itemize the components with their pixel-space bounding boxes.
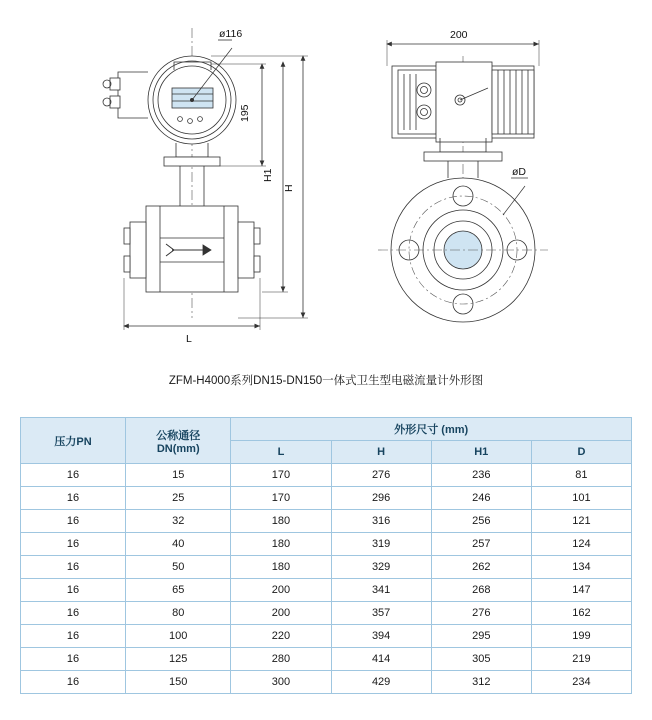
cell-nominal-diameter: 25	[126, 487, 231, 510]
cell-nominal-diameter: 50	[126, 556, 231, 579]
label-200: 200	[450, 29, 468, 41]
table-row	[21, 510, 632, 533]
cell-H1: 246	[431, 487, 531, 510]
cell-D: 199	[531, 625, 631, 648]
cell-nominal-diameter: 80	[126, 602, 231, 625]
cell-L: 300	[231, 671, 331, 694]
cell-pressure: 16	[21, 464, 126, 487]
cell-pressure: 16	[21, 510, 126, 533]
label-L: L	[186, 333, 192, 345]
header-L: L	[231, 441, 331, 464]
header-dimensions-group: 外形尺寸 (mm)	[231, 418, 632, 441]
cell-D: 81	[531, 464, 631, 487]
table-row	[21, 671, 632, 694]
header-H: H	[331, 441, 431, 464]
header-pressure: 压力PN	[21, 418, 126, 464]
cell-D: 124	[531, 533, 631, 556]
cell-nominal-diameter: 65	[126, 579, 231, 602]
drawing-caption: ZFM-H4000系列DN15-DN150一体式卫生型电磁流量计外形图	[168, 375, 484, 387]
table-row	[21, 625, 632, 648]
cell-D: 147	[531, 579, 631, 602]
dimensions-table	[20, 417, 632, 694]
cell-H1: 268	[431, 579, 531, 602]
cell-H: 319	[331, 533, 431, 556]
cell-H1: 236	[431, 464, 531, 487]
header-nominal-diameter-line1: 公称通径	[156, 429, 201, 442]
label-195: 195	[239, 104, 251, 122]
cell-H: 276	[331, 464, 431, 487]
header-H1: H1	[431, 441, 531, 464]
table-row	[21, 579, 632, 602]
label-diameter-116: ø116	[219, 28, 243, 40]
cell-H1: 312	[431, 671, 531, 694]
label-H1: H1	[262, 168, 274, 182]
cell-D: 162	[531, 602, 631, 625]
cell-pressure: 16	[21, 671, 126, 694]
cell-L: 180	[231, 533, 331, 556]
label-diameter-D: øD	[512, 166, 526, 178]
cell-D: 234	[531, 671, 631, 694]
cell-H1: 295	[431, 625, 531, 648]
label-H: H	[283, 184, 295, 192]
cell-pressure: 16	[21, 625, 126, 648]
cell-D: 134	[531, 556, 631, 579]
cell-nominal-diameter: 15	[126, 464, 231, 487]
cell-H1: 257	[431, 533, 531, 556]
table-row	[21, 487, 632, 510]
table-row	[21, 602, 632, 625]
header-nominal-diameter	[126, 418, 231, 464]
cell-L: 180	[231, 510, 331, 533]
cell-pressure: 16	[21, 487, 126, 510]
cell-H1: 262	[431, 556, 531, 579]
cell-D: 101	[531, 487, 631, 510]
cell-H: 357	[331, 602, 431, 625]
table-row	[21, 556, 632, 579]
cell-nominal-diameter: 150	[126, 671, 231, 694]
header-nominal-diameter-line2: DN(mm)	[156, 442, 200, 455]
cell-pressure: 16	[21, 602, 126, 625]
cell-nominal-diameter: 100	[126, 625, 231, 648]
cell-D: 219	[531, 648, 631, 671]
cell-L: 200	[231, 602, 331, 625]
cell-nominal-diameter: 32	[126, 510, 231, 533]
table-row	[21, 533, 632, 556]
cell-H: 316	[331, 510, 431, 533]
table-row	[21, 648, 632, 671]
cell-H: 429	[331, 671, 431, 694]
cell-H1: 256	[431, 510, 531, 533]
cell-H: 341	[331, 579, 431, 602]
cell-L: 170	[231, 464, 331, 487]
header-D: D	[531, 441, 631, 464]
cell-pressure: 16	[21, 556, 126, 579]
table-header-row	[21, 418, 632, 441]
cell-pressure: 16	[21, 579, 126, 602]
cell-L: 220	[231, 625, 331, 648]
table-row	[21, 464, 632, 487]
cell-pressure: 16	[21, 648, 126, 671]
cell-pressure: 16	[21, 533, 126, 556]
cell-H: 394	[331, 625, 431, 648]
cell-L: 170	[231, 487, 331, 510]
cell-L: 200	[231, 579, 331, 602]
cell-L: 280	[231, 648, 331, 671]
cell-H1: 276	[431, 602, 531, 625]
cell-D: 121	[531, 510, 631, 533]
cell-L: 180	[231, 556, 331, 579]
cell-H1: 305	[431, 648, 531, 671]
cell-H: 414	[331, 648, 431, 671]
cell-H: 329	[331, 556, 431, 579]
cell-H: 296	[331, 487, 431, 510]
cell-nominal-diameter: 125	[126, 648, 231, 671]
cell-nominal-diameter: 40	[126, 533, 231, 556]
